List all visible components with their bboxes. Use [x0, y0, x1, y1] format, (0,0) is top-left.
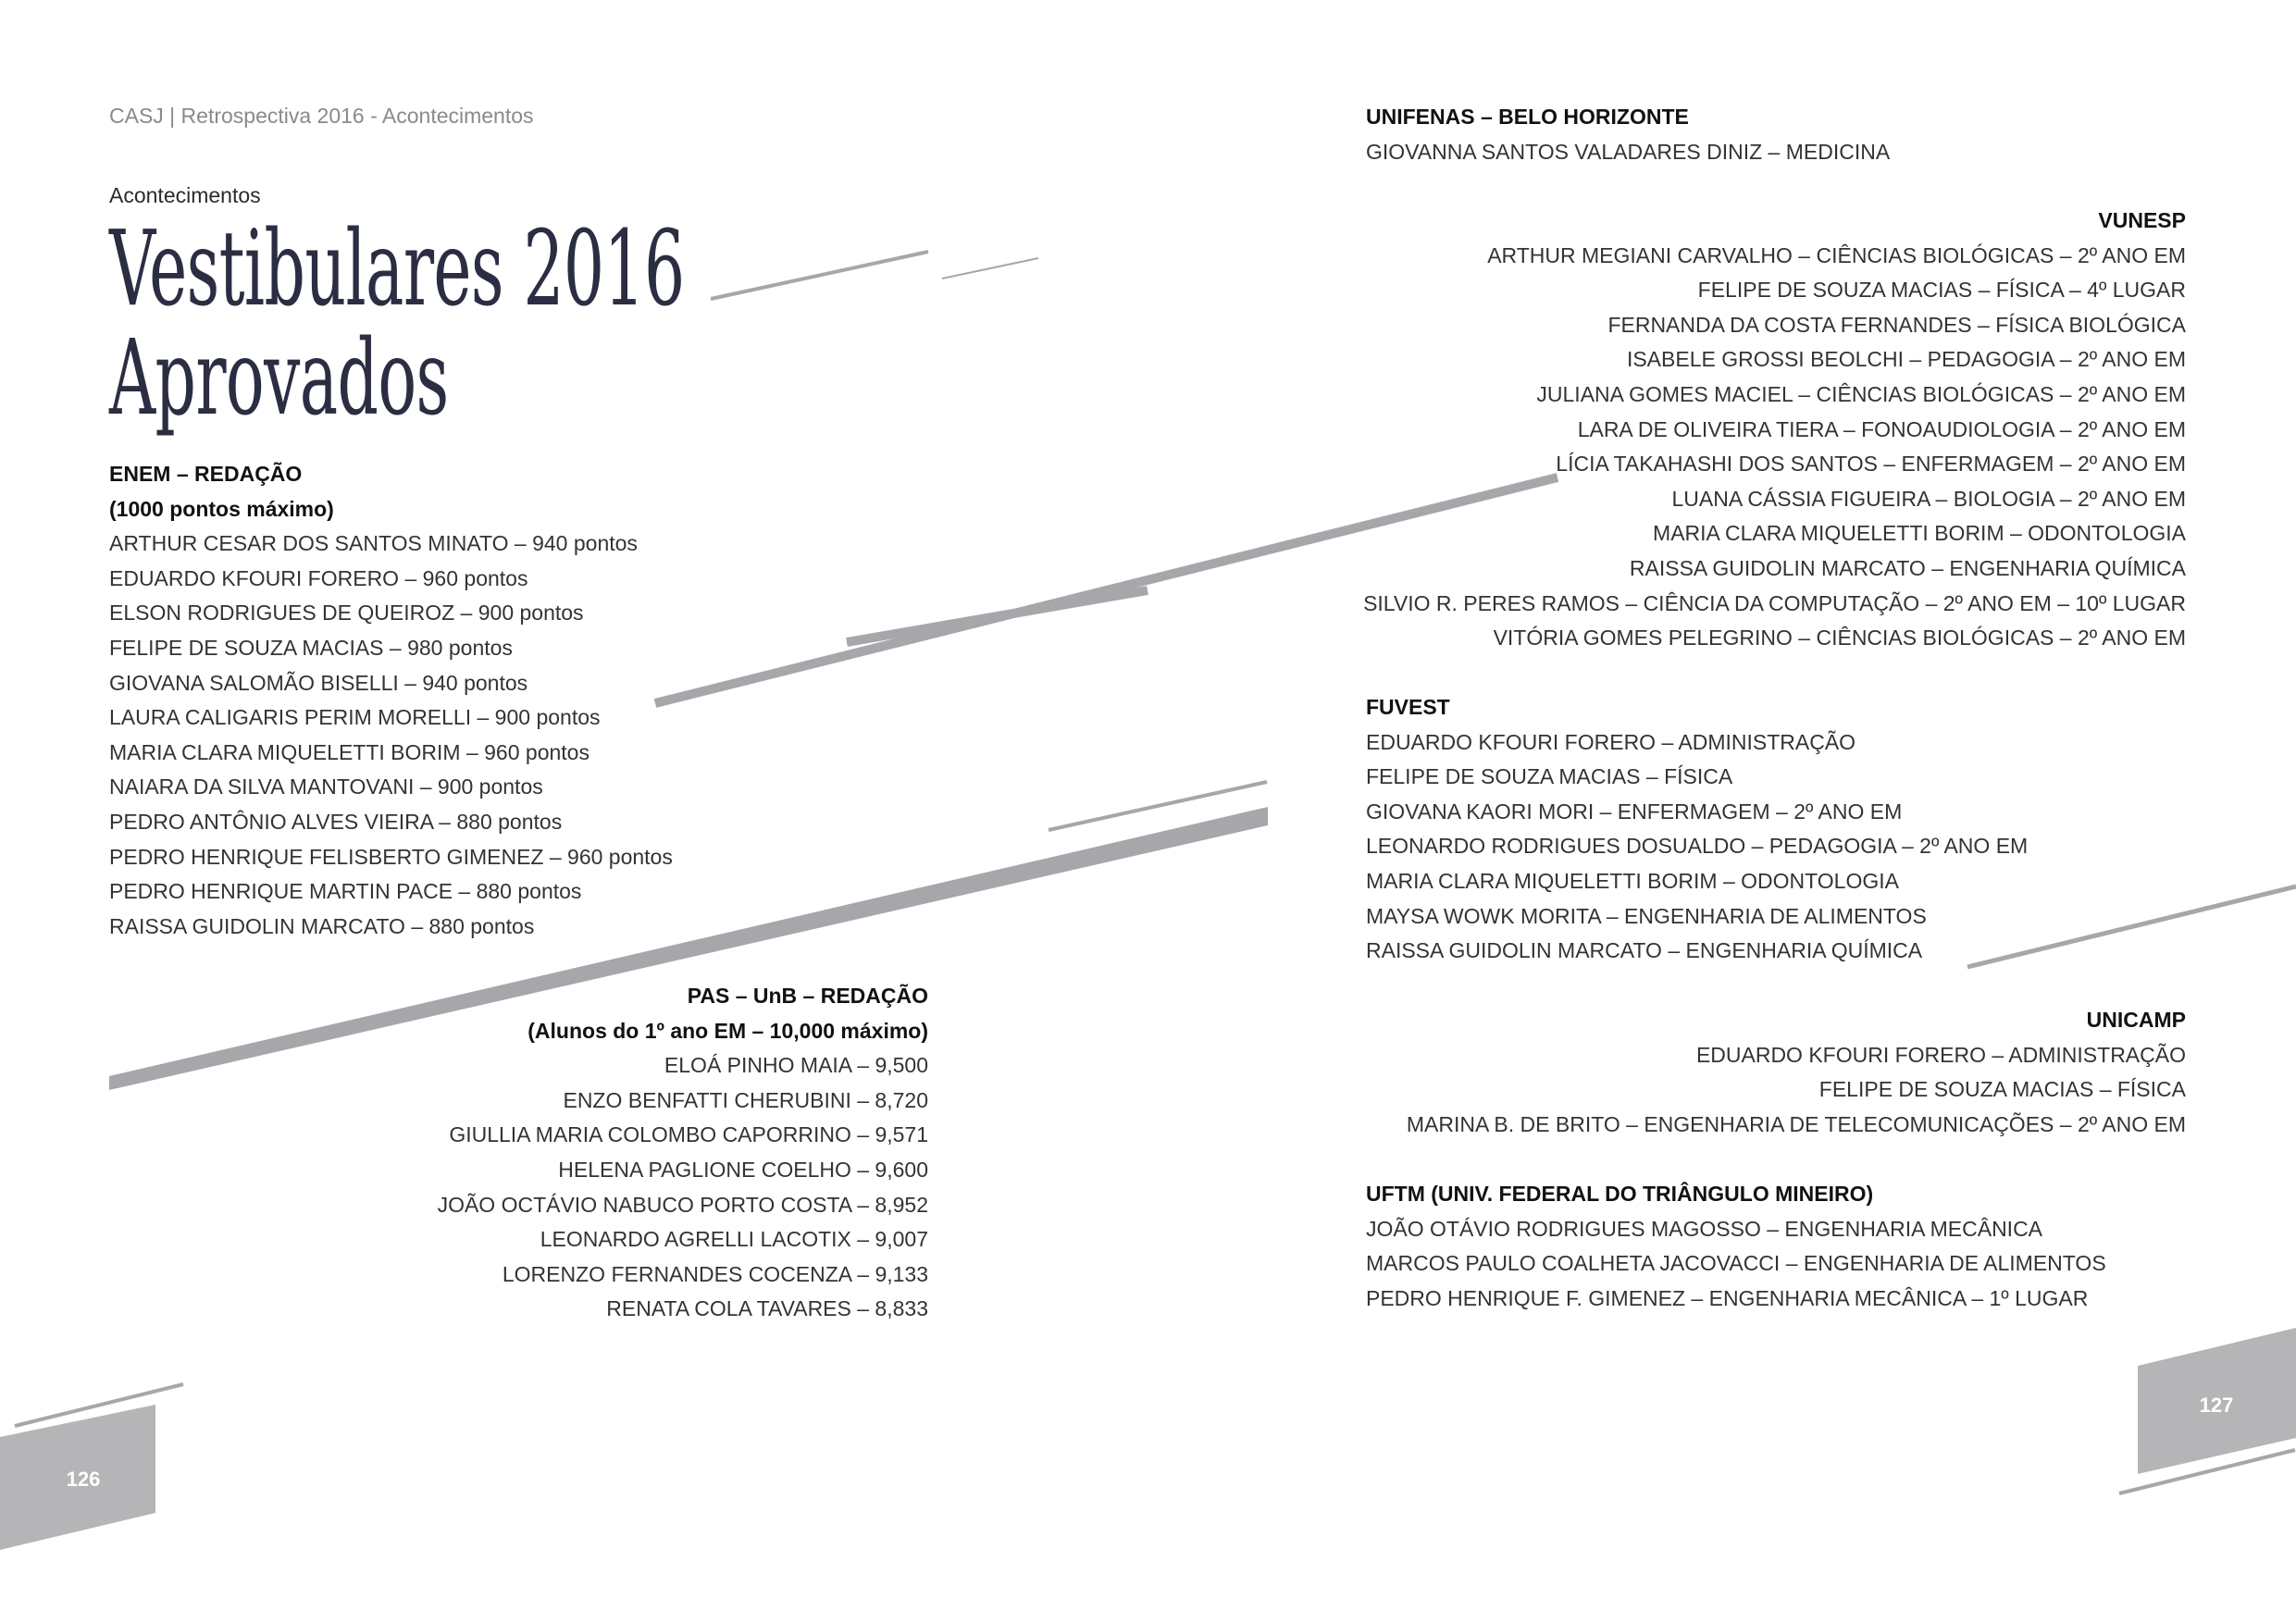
list-item: MARCOS PAULO COALHETA JACOVACCI – ENGENHARIA DE ALIMENTOS	[1366, 1251, 2106, 1276]
unifenas-section	[1366, 100, 1890, 169]
page-number-right: 127	[2199, 1394, 2234, 1417]
list-item: GIULLIA MARIA COLOMBO CAPORRINO – 9,571	[449, 1122, 928, 1147]
list-item: PEDRO HENRIQUE F. GIMENEZ – ENGENHARIA MECÂNICA – 1º LUGAR	[1366, 1285, 2089, 1310]
enem-heading: ENEM – REDAÇÃO	[109, 462, 303, 486]
stripe-thin-2	[942, 258, 1038, 279]
list-item: MARIA CLARA MIQUELETTI BORIM – ODONTOLOGIA	[1653, 521, 2186, 546]
unicamp-heading: UNICAMP	[2086, 1008, 2186, 1032]
uftm-section	[1366, 1177, 2106, 1316]
list-item: GIOVANNA SANTOS VALADARES DINIZ – MEDICINA	[1366, 139, 1891, 164]
pas-section	[438, 979, 928, 1327]
enem-section	[109, 457, 673, 944]
unifenas-heading: UNIFENAS – BELO HORIZONTE	[1366, 105, 1689, 129]
list-item: FELIPE DE SOUZA MACIAS – 980 pontos	[109, 635, 513, 660]
list-item: VITÓRIA GOMES PELEGRINO – CIÊNCIAS BIOLÓGICAS – 2º ANO EM	[1493, 626, 2186, 650]
list-item: PEDRO HENRIQUE FELISBERTO GIMENEZ – 960 pontos	[109, 844, 673, 869]
list-item: SILVIO R. PERES RAMOS – CIÊNCIA DA COMPUTAÇÃO – 2º ANO EM – 10º LUGAR	[1363, 590, 2186, 615]
list-item: JOÃO OTÁVIO RODRIGUES MAGOSSO – ENGENHARIA MECÂNICA	[1366, 1216, 2043, 1241]
list-item: ELSON RODRIGUES DE QUEIROZ – 900 pontos	[109, 601, 584, 626]
enem-subheading: (1000 pontos máximo)	[109, 496, 334, 521]
uftm-heading: UFTM (UNIV. FEDERAL DO TRIÂNGULO MINEIRO)	[1366, 1182, 1874, 1206]
list-item: LAURA CALIGARIS PERIM MORELLI – 900 pontos	[109, 705, 601, 730]
list-item: JOÃO OCTÁVIO NABUCO PORTO COSTA – 8,952	[437, 1192, 928, 1217]
list-item: MARIA CLARA MIQUELETTI BORIM – 960 pontos	[109, 739, 590, 764]
unicamp-section	[1407, 1003, 2186, 1142]
vunesp-heading: VUNESP	[2098, 208, 2186, 232]
list-item: MARINA B. DE BRITO – ENGENHARIA DE TELECOMUNICAÇÕES – 2º ANO EM	[1406, 1111, 2186, 1136]
fuvest-heading: FUVEST	[1366, 695, 1450, 719]
list-item: LORENZO FERNANDES COCENZA – 9,133	[502, 1261, 928, 1286]
pas-subheading: (Alunos do 1º ano EM – 10,000 máximo)	[527, 1018, 928, 1043]
list-item: NAIARA DA SILVA MANTOVANI – 900 pontos	[109, 774, 543, 799]
list-item: LÍCIA TAKAHASHI DOS SANTOS – ENFERMAGEM – 2º ANO EM	[1556, 452, 2186, 477]
list-item: RAISSA GUIDOLIN MARCATO – 880 pontos	[109, 913, 535, 938]
page-title	[109, 209, 685, 439]
list-item: RAISSA GUIDOLIN MARCATO – ENGENHARIA QUÍMICA	[1366, 938, 1923, 963]
list-item: LEONARDO AGRELLI LACOTIX – 9,007	[540, 1227, 928, 1252]
list-item: EDUARDO KFOURI FORERO – ADMINISTRAÇÃO	[1366, 729, 1856, 754]
list-item: ENZO BENFATTI CHERUBINI – 8,720	[563, 1087, 928, 1112]
list-item: EDUARDO KFOURI FORERO – ADMINISTRAÇÃO	[1695, 1042, 2186, 1067]
running-header: CASJ | Retrospectiva 2016 - Acontecimentos	[109, 104, 534, 128]
list-item: LARA DE OLIVEIRA TIERA – FONOAUDIOLOGIA – 2º ANO EM	[1577, 416, 2186, 441]
list-item: ISABELE GROSSI BEOLCHI – PEDAGOGIA – 2º ANO EM	[1626, 347, 2186, 372]
stripe-mid-2	[847, 590, 1148, 642]
list-item: GIOVANA SALOMÃO BISELLI – 940 pontos	[109, 670, 528, 695]
list-item: GIOVANA KAORI MORI – ENFERMAGEM – 2º ANO EM	[1366, 799, 1903, 824]
list-item: EDUARDO KFOURI FORERO – 960 pontos	[109, 565, 528, 590]
list-item: MARIA CLARA MIQUELETTI BORIM – ODONTOLOGIA	[1366, 868, 1899, 893]
list-item: FELIPE DE SOUZA MACIAS – FÍSICA	[1366, 764, 1733, 789]
stripe-thin-1	[711, 252, 928, 299]
list-item: MAYSA WOWK MORITA – ENGENHARIA DE ALIMENTOS	[1366, 903, 1927, 928]
list-item: LUANA CÁSSIA FIGUEIRA – BIOLOGIA – 2º ANO EM	[1671, 486, 2186, 511]
list-item: ARTHUR MEGIANI CARVALHO – CIÊNCIAS BIOLÓGICAS – 2º ANO EM	[1487, 242, 2186, 267]
list-item: PEDRO ANTÔNIO ALVES VIEIRA – 880 pontos	[109, 809, 563, 834]
list-item: FELIPE DE SOUZA MACIAS – FÍSICA – 4º LUGAR	[1697, 278, 2186, 303]
vunesp-section	[1363, 204, 2186, 656]
list-item: JULIANA GOMES MACIEL – CIÊNCIAS BIOLÓGICAS – 2º ANO EM	[1536, 381, 2186, 406]
page-title-line-1: Vestibulares 2016	[109, 209, 685, 329]
page-title-line-2: Aprovados	[109, 318, 449, 439]
list-item: RENATA COLA TAVARES – 8,833	[606, 1296, 928, 1321]
page-number-left: 126	[66, 1468, 101, 1491]
pas-heading: PAS – UnB – REDAÇÃO	[687, 984, 928, 1008]
list-item: LEONARDO RODRIGUES DOSUALDO – PEDAGOGIA – 2º ANO EM	[1366, 834, 2029, 859]
list-item: HELENA PAGLIONE COELHO – 9,600	[558, 1157, 928, 1182]
list-item: ELOÁ PINHO MAIA – 9,500	[664, 1053, 928, 1078]
list-item: FERNANDA DA COSTA FERNANDES – FÍSICA BIOLÓGICA	[1607, 312, 2186, 337]
list-item: PEDRO HENRIQUE MARTIN PACE – 880 pontos	[109, 879, 582, 904]
list-item: ARTHUR CESAR DOS SANTOS MINATO – 940 pontos	[109, 531, 638, 556]
list-item: FELIPE DE SOUZA MACIAS – FÍSICA	[1818, 1077, 2186, 1102]
section-label: Acontecimentos	[109, 183, 261, 207]
fuvest-section	[1366, 690, 2028, 969]
list-item: RAISSA GUIDOLIN MARCATO – ENGENHARIA QUÍMICA	[1629, 555, 2186, 580]
